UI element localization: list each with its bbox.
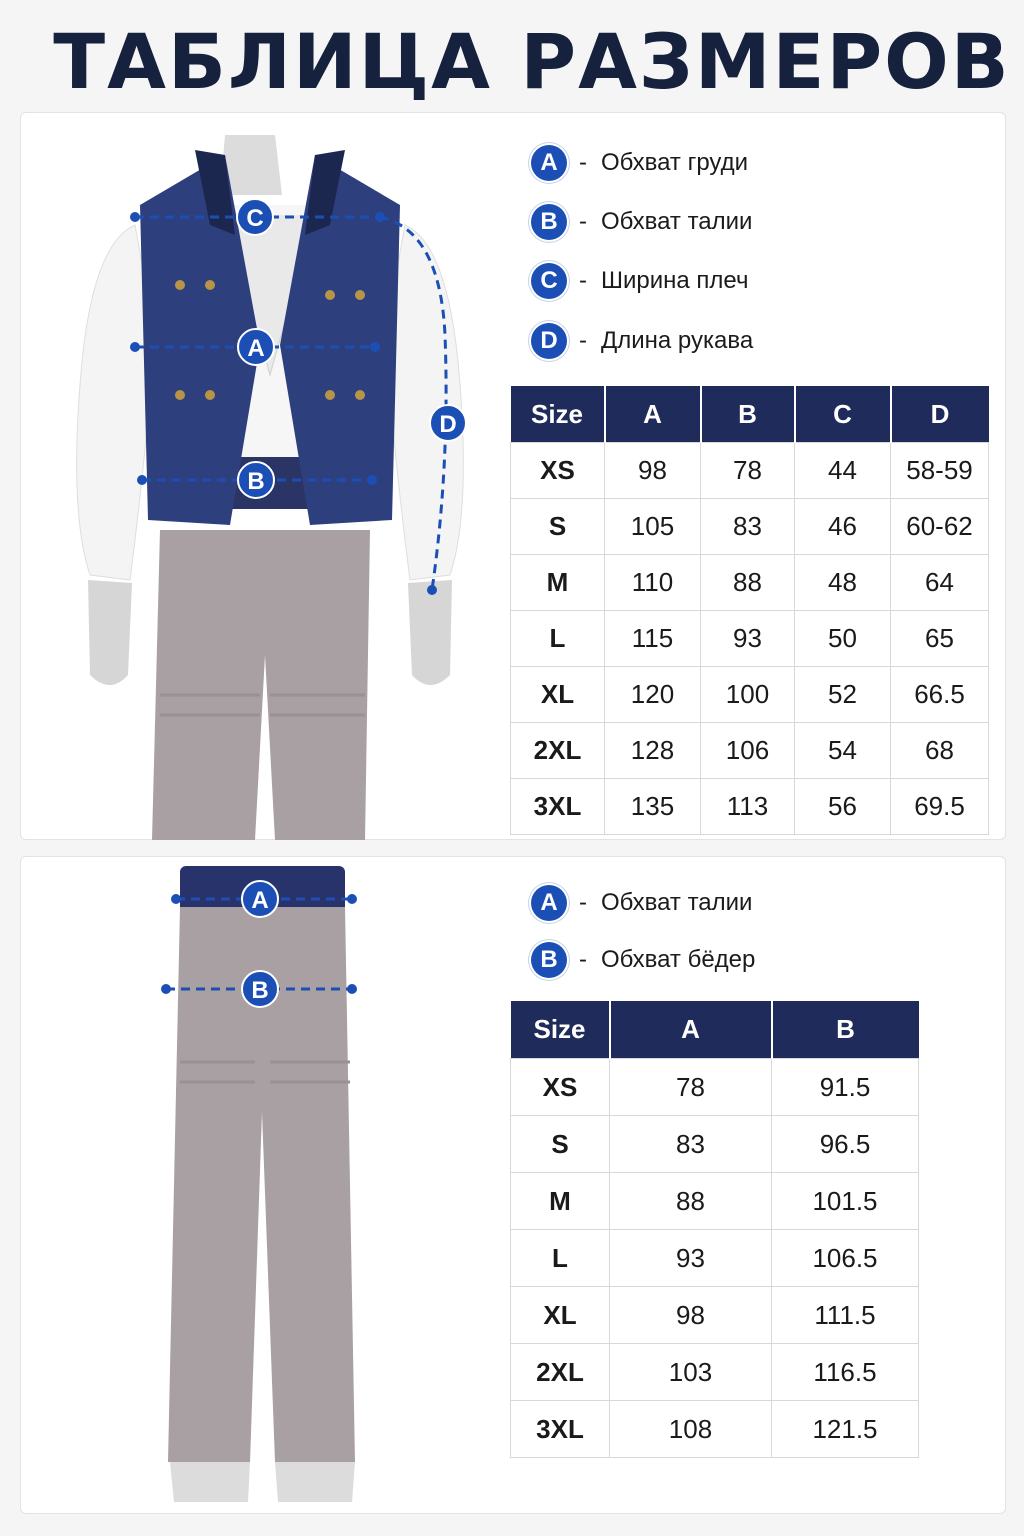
letter-badge: B [531,942,567,978]
letter-badge: A [531,885,567,921]
legend-item-a: A - Обхват груди [531,144,748,182]
legend-item-a: A - Обхват талии [531,884,752,922]
table-row [511,723,989,779]
measurement-cell: 105 [605,499,701,555]
marker-b [238,462,274,498]
measurement-cell: 88 [701,555,795,611]
marker-a [238,329,274,365]
measurement-cell: 66.5 [891,667,989,723]
table-row [511,1401,919,1458]
size-cell: XL [511,667,605,723]
header-row [511,1001,919,1059]
measurement-cell: 96.5 [772,1116,919,1173]
table-header [511,386,989,443]
size-column-header: Size [511,1001,610,1059]
table-row [511,1344,919,1401]
table-row [511,779,989,835]
size-cell: L [511,1230,610,1287]
marker-c [237,199,273,235]
svg-text:A: A [251,887,269,914]
legend-item-d: D - Длина рукава [531,322,753,360]
table-row [511,1173,919,1230]
measurement-cell: 101.5 [772,1173,919,1230]
measurement-cell: 78 [610,1059,772,1116]
column-header-a: A [610,1001,772,1059]
measurement-cell: 103 [610,1344,772,1401]
pants-illustration [140,862,380,1510]
measurement-cell: 121.5 [772,1401,919,1458]
measurement-cell: 100 [701,667,795,723]
measurement-cell: 48 [795,555,891,611]
measurement-cell: 83 [610,1116,772,1173]
measurement-cell: 98 [605,443,701,499]
legend-item-b: B - Обхват талии [531,203,752,241]
measurement-cell: 52 [795,667,891,723]
marker-b [242,971,278,1007]
table-row [511,443,989,499]
column-header-b: B [772,1001,919,1059]
marker-a [242,881,278,917]
legend-item-b: B - Обхват бёдер [531,941,755,979]
table-body [511,1059,919,1458]
measurement-cell: 113 [701,779,795,835]
measurement-cell: 60-62 [891,499,989,555]
svg-text:C: C [246,205,264,232]
legend-label: Обхват бёдер [601,946,756,973]
measurement-cell: 91.5 [772,1059,919,1116]
table-body [511,443,989,835]
measurement-cell: 46 [795,499,891,555]
measurement-cell: 108 [610,1401,772,1458]
size-cell: 2XL [511,1344,610,1401]
measurement-cell: 111.5 [772,1287,919,1344]
svg-text:D: D [439,411,457,438]
left-hand [88,580,132,685]
table-row [511,1230,919,1287]
pants-shape [152,530,370,840]
vest-shirt-mannequin-illustration [60,135,480,840]
header-row [511,386,989,443]
pants-size-table [510,1001,919,1458]
table-row [511,1059,919,1116]
table-row [511,1116,919,1173]
svg-text:A: A [247,335,265,362]
size-cell: S [511,499,605,555]
legend-label: Обхват талии [601,889,753,916]
letter-badge: C [531,263,567,299]
column-header-c: C [795,386,891,443]
measurement-cell: 135 [605,779,701,835]
measurement-cell: 56 [795,779,891,835]
table-row [511,555,989,611]
size-cell: XS [511,1059,610,1116]
size-cell: XL [511,1287,610,1344]
measurement-cell: 120 [605,667,701,723]
table-header [511,1001,919,1059]
measurement-cell: 65 [891,611,989,667]
size-cell: XS [511,443,605,499]
measurement-cell: 44 [795,443,891,499]
measurement-cell: 110 [605,555,701,611]
measurement-cell: 93 [610,1230,772,1287]
marker-d [430,405,466,441]
table-row [511,611,989,667]
measurement-cell: 115 [605,611,701,667]
size-cell: M [511,555,605,611]
svg-text:B: B [251,977,269,1004]
measurement-cell: 68 [891,723,989,779]
mannequin-feet [170,1462,355,1502]
measurement-cell: 69.5 [891,779,989,835]
page-title: ТАБЛИЦА РАЗМЕРОВ [53,17,1011,106]
right-hand [408,580,452,685]
measurement-cell: 64 [891,555,989,611]
column-header-d: D [891,386,989,443]
column-header-a: A [605,386,701,443]
measurement-cell: 128 [605,723,701,779]
legend-label: Обхват груди [601,149,749,176]
size-cell: 3XL [511,1401,610,1458]
top-size-table [510,386,989,835]
svg-text:B: B [247,468,265,495]
letter-badge: D [531,323,567,359]
table-row [511,667,989,723]
measurement-cell: 58-59 [891,443,989,499]
size-cell: 2XL [511,723,605,779]
measurement-cell: 88 [610,1173,772,1230]
measurement-cell: 106 [701,723,795,779]
legend-item-c: C - Ширина плеч [531,262,748,300]
measurement-cell: 106.5 [772,1230,919,1287]
size-cell: M [511,1173,610,1230]
legend-label: Длина рукава [601,327,754,354]
measurement-cell: 93 [701,611,795,667]
table-row [511,1287,919,1344]
legend-label: Ширина плеч [601,267,749,294]
measurement-cell: 54 [795,723,891,779]
measurement-cell: 116.5 [772,1344,919,1401]
measurement-cell: 78 [701,443,795,499]
size-cell: S [511,1116,610,1173]
column-header-b: B [701,386,795,443]
size-column-header: Size [511,386,605,443]
letter-badge: A [531,145,567,181]
table-row [511,499,989,555]
measurement-cell: 50 [795,611,891,667]
measurement-cell: 83 [701,499,795,555]
measurement-cell: 98 [610,1287,772,1344]
size-cell: 3XL [511,779,605,835]
legend-label: Обхват талии [601,208,753,235]
letter-badge: B [531,204,567,240]
size-cell: L [511,611,605,667]
